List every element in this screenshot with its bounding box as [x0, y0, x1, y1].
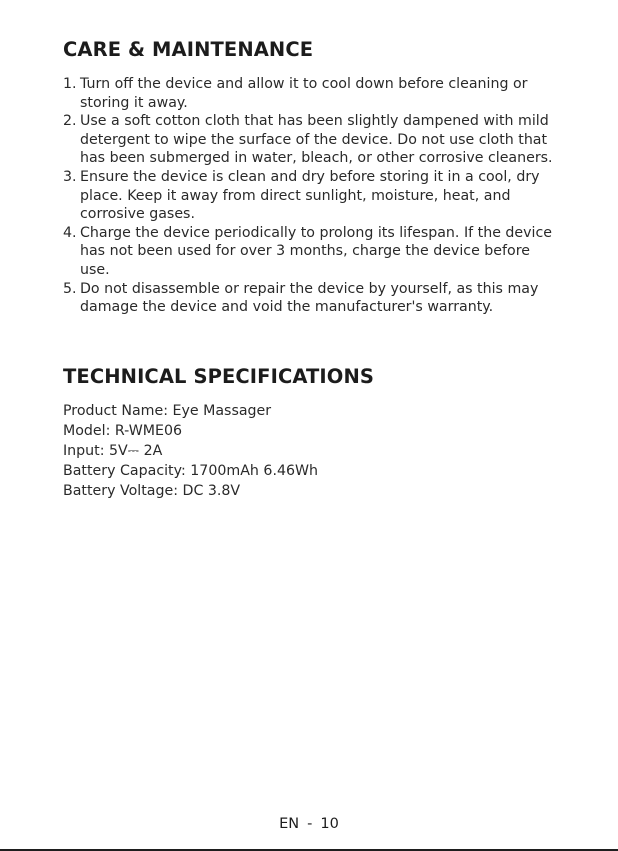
page-number: 10: [320, 816, 339, 832]
spec-battery-voltage: Battery Voltage: DC 3.8V: [63, 483, 241, 499]
care-item-number: 1.: [63, 76, 77, 92]
care-item-3: [63, 168, 563, 224]
specifications-list: [63, 401, 318, 501]
care-item-text: Do not disassemble or repair the device by yourself, as this may damage the device and void the manufacturer's warranty.: [80, 280, 539, 316]
care-item-4: [63, 224, 563, 280]
care-item-2: [63, 112, 563, 168]
technical-specifications-heading: TECHNICAL SPECIFICATIONS: [63, 365, 375, 388]
spec-battery-capacity: Battery Capacity: 1700mAh 6.46Wh: [63, 463, 319, 479]
care-item-number: 4.: [63, 224, 77, 241]
care-item-text: Charge the device periodically to prolong its lifespan. If the device has not been used for over 3 months, charge the device before use.: [80, 224, 553, 278]
care-item-number: 3.: [63, 168, 77, 185]
care-item-5: [63, 280, 563, 317]
page-footer: [0, 816, 618, 832]
care-item-1: [63, 75, 563, 112]
care-item-text: Ensure the device is clean and dry before storing it in a cool, dry place. Keep it away from direct sunlight, moisture, heat, and corrosive gases.: [80, 168, 540, 223]
care-item-number: 5.: [63, 280, 77, 297]
spec-product-name: Product Name: Eye Massager: [63, 403, 272, 419]
care-instructions-list: [63, 75, 563, 317]
care-item-number: 2.: [63, 113, 77, 130]
care-item-text: Use a soft cotton cloth that has been slightly dampened with mild detergent to wipe the surface of the device. Do not use cloth that has been submerged in water, bleach, or other corrosive cleaners.: [80, 113, 553, 167]
footer-separator: -: [307, 816, 313, 832]
care-maintenance-heading: CARE & MAINTENANCE: [63, 38, 314, 61]
language-code: EN: [279, 816, 300, 832]
care-item-text: Turn off the device and allow it to cool down before cleaning or storing it away.: [80, 76, 528, 111]
spec-input: Input: 5V⎓ 2A: [63, 443, 163, 459]
spec-model: Model: R-WME06: [63, 423, 182, 439]
